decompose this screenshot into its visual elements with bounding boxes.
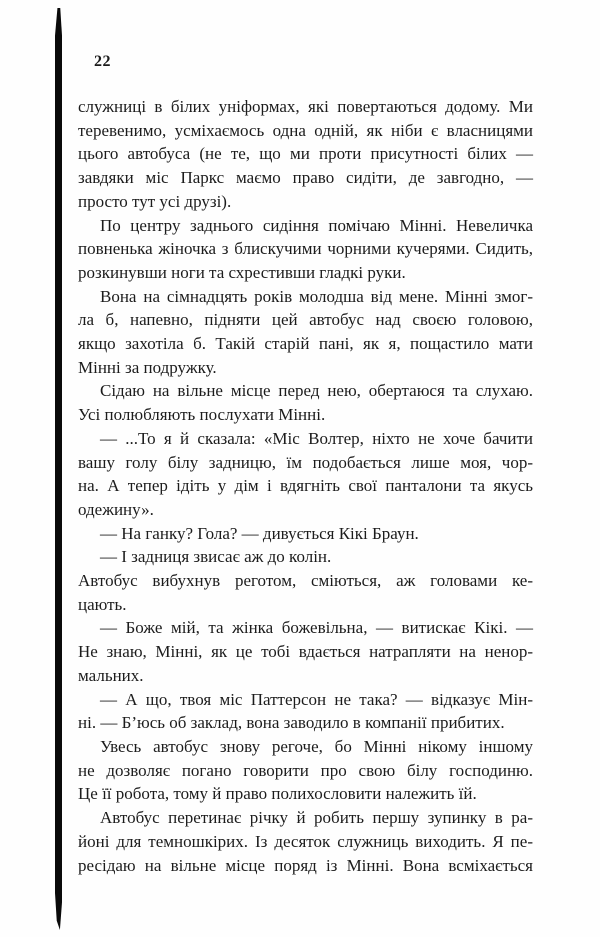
text-line: — На ганку? Гола? — дивується Кікі Браун. xyxy=(100,523,419,543)
text-line: Автобус вибухнув реготом, сміються, аж головами ке- xyxy=(78,571,533,591)
text-line: — А що, твоя міс Паттерсон не така? — відказує Мін- xyxy=(100,689,533,709)
page-text-block xyxy=(78,95,533,877)
text-line: ресідаю на вільне місце поряд із Мінні. Вона всміхається xyxy=(78,855,533,875)
page-number: 22 xyxy=(94,53,111,70)
text-line: По центру заднього сидіння помічаю Мінні. Невеличка xyxy=(100,215,533,235)
text-line: на. А тепер ідіть у дім і вдягніть свої панталони та якусь xyxy=(78,476,533,496)
text-line: завдяки міс Паркс маємо право сидіти, де завгодно, — xyxy=(78,168,533,188)
text-line: розкинувши ноги та схрестивши гладкі руки. xyxy=(78,262,406,282)
text-line: якщо захотіла б. Такій старій пані, як я, пощастило мати xyxy=(78,334,533,354)
text-line: Сідаю на вільне місце перед нею, обертаюся та слухаю. xyxy=(100,381,533,401)
text-line: ла б, напевно, підняти цей автобус над своєю головою, xyxy=(78,310,533,330)
text-line: вашу голу білу задницю, їм подобається лише моя, чор- xyxy=(78,452,533,472)
text-line: — ...То я й сказала: «Міс Волтер, ніхто не хоче бачити xyxy=(100,428,533,448)
text-line: Це її робота, тому й право полихословити належить їй. xyxy=(78,784,477,804)
text-line: Не знаю, Мінні, як це тобі вдається натрапляти на ненор- xyxy=(78,642,533,662)
text-line: Увесь автобус знову регоче, бо Мінні нікому іншому xyxy=(100,736,533,756)
text-line: цього автобуса (не те, що ми проти присутності білих — xyxy=(78,144,533,164)
text-line: йоні для темношкірих. Із десяток служниць виходить. Я пе- xyxy=(78,831,533,851)
text-line: не дозволяє погано говорити про свою білу господиню. xyxy=(78,760,533,780)
text-line: — І задниця звисає аж до колін. xyxy=(100,547,332,567)
text-line: повненька жіночка з блискучими чорними кучерями. Сидить, xyxy=(78,239,533,259)
text-line: — Боже мій, та жінка божевільна, — витискає Кікі. — xyxy=(100,618,533,638)
text-line: цають. xyxy=(78,594,127,614)
text-line: Мінні за подружку. xyxy=(78,357,217,377)
text-line: служниці в білих уніформах, які повертаються додому. Ми xyxy=(78,97,533,116)
text-line: ні. — Б’юсь об заклад, вона заводило в компанії прибитих. xyxy=(78,713,505,733)
text-line: просто тут усі друзі). xyxy=(78,191,232,211)
text-line: Вона на сімнадцять років молодша від мене. Мінні змог- xyxy=(100,286,533,306)
text-line: теревенимо, усміхаємось одна одній, як ніби є власницями xyxy=(78,120,533,140)
binding-edge-line xyxy=(55,8,62,930)
text-line: мальних. xyxy=(78,665,144,685)
text-line: Автобус перетинає річку й робить першу зупинку в ра- xyxy=(100,808,533,828)
text-line: Усі полюбляють послухати Мінні. xyxy=(78,405,326,425)
text-line: одежину». xyxy=(78,499,154,519)
